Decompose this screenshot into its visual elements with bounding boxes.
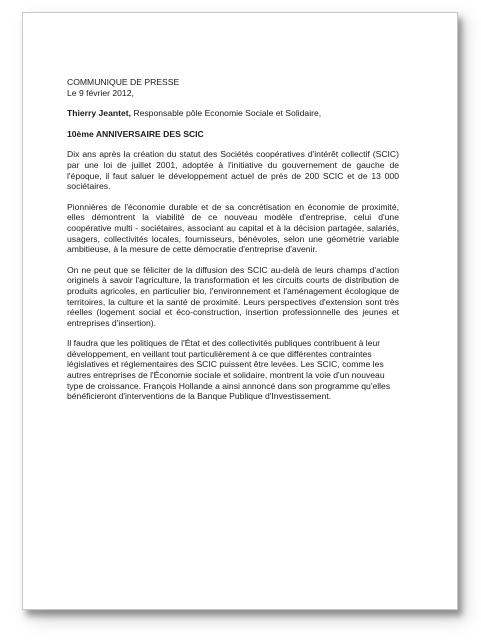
author-line	[67, 108, 399, 119]
paragraph-1: Dix ans après la création du statut des Sociétés coopératives d'intérêt collectif (SCIC) par une loi de juillet 2001, adoptée à l'initiative du gouvernement de gauche de l'époque, il faut saluer le développement actuel de près de 200 SCIC et de 13 000 sociétaires.	[67, 149, 399, 192]
paragraph-4: Il faudra que les politiques de l'État et des collectivités publiques contribuent à leur développement, en veillant tout particulièrement à ce que différentes contraintes législatives et réglementaires des SCIC puissent être levées. Les SCIC, comme les autres entreprises de l'Économie sociale et solidaire, montrent la voie d'un nouveau type de croissance. François Hollande a ainsi annoncé dans son programme qu'elles bénéficieront d'interventions de la Banque Publique d'Investissement.	[67, 338, 391, 402]
date-line: Le 9 février 2012,	[67, 87, 134, 98]
document-body	[67, 77, 399, 402]
author-role: Responsable pôle Economie Sociale et Solidaire,	[131, 108, 322, 119]
document-page	[22, 12, 458, 610]
press-release-label: COMMUNIQUE DE PRESSE	[67, 77, 180, 87]
paragraph-3: On ne peut que se féliciter de la diffusion des SCIC au-delà de leurs champs d'action originels à savoir l'agriculture, la transformation et les circuits courts de distribution de produits agricoles, en particulier bio, l'environnement et l'aménagement écologique de territoires, la culture et la santé de proximité. Leurs perspectives d'extension sont très réelles (logement social et éco-construction, insertion professionnelle des jeunes et entreprises d'insertion).	[67, 264, 399, 328]
paragraph-2: Pionnières de l'économie durable et de sa concrétisation en économie de proximité, elles démontrent la viabilité de ce nouveau modèle d'entreprise, celui d'une coopérative multi - sociétaires, associant au capital et à la décision partagée, salariés, usagers, collectivités locales, fournisseurs, bénévoles, selon une géométrie variable ambitieuse, à la mesure de cette démocratie d'entreprise d'avenir.	[67, 201, 399, 255]
author-name: Thierry Jeantet,	[67, 108, 131, 119]
document-title: 10ème ANNIVERSAIRE DES SCIC	[67, 128, 204, 139]
